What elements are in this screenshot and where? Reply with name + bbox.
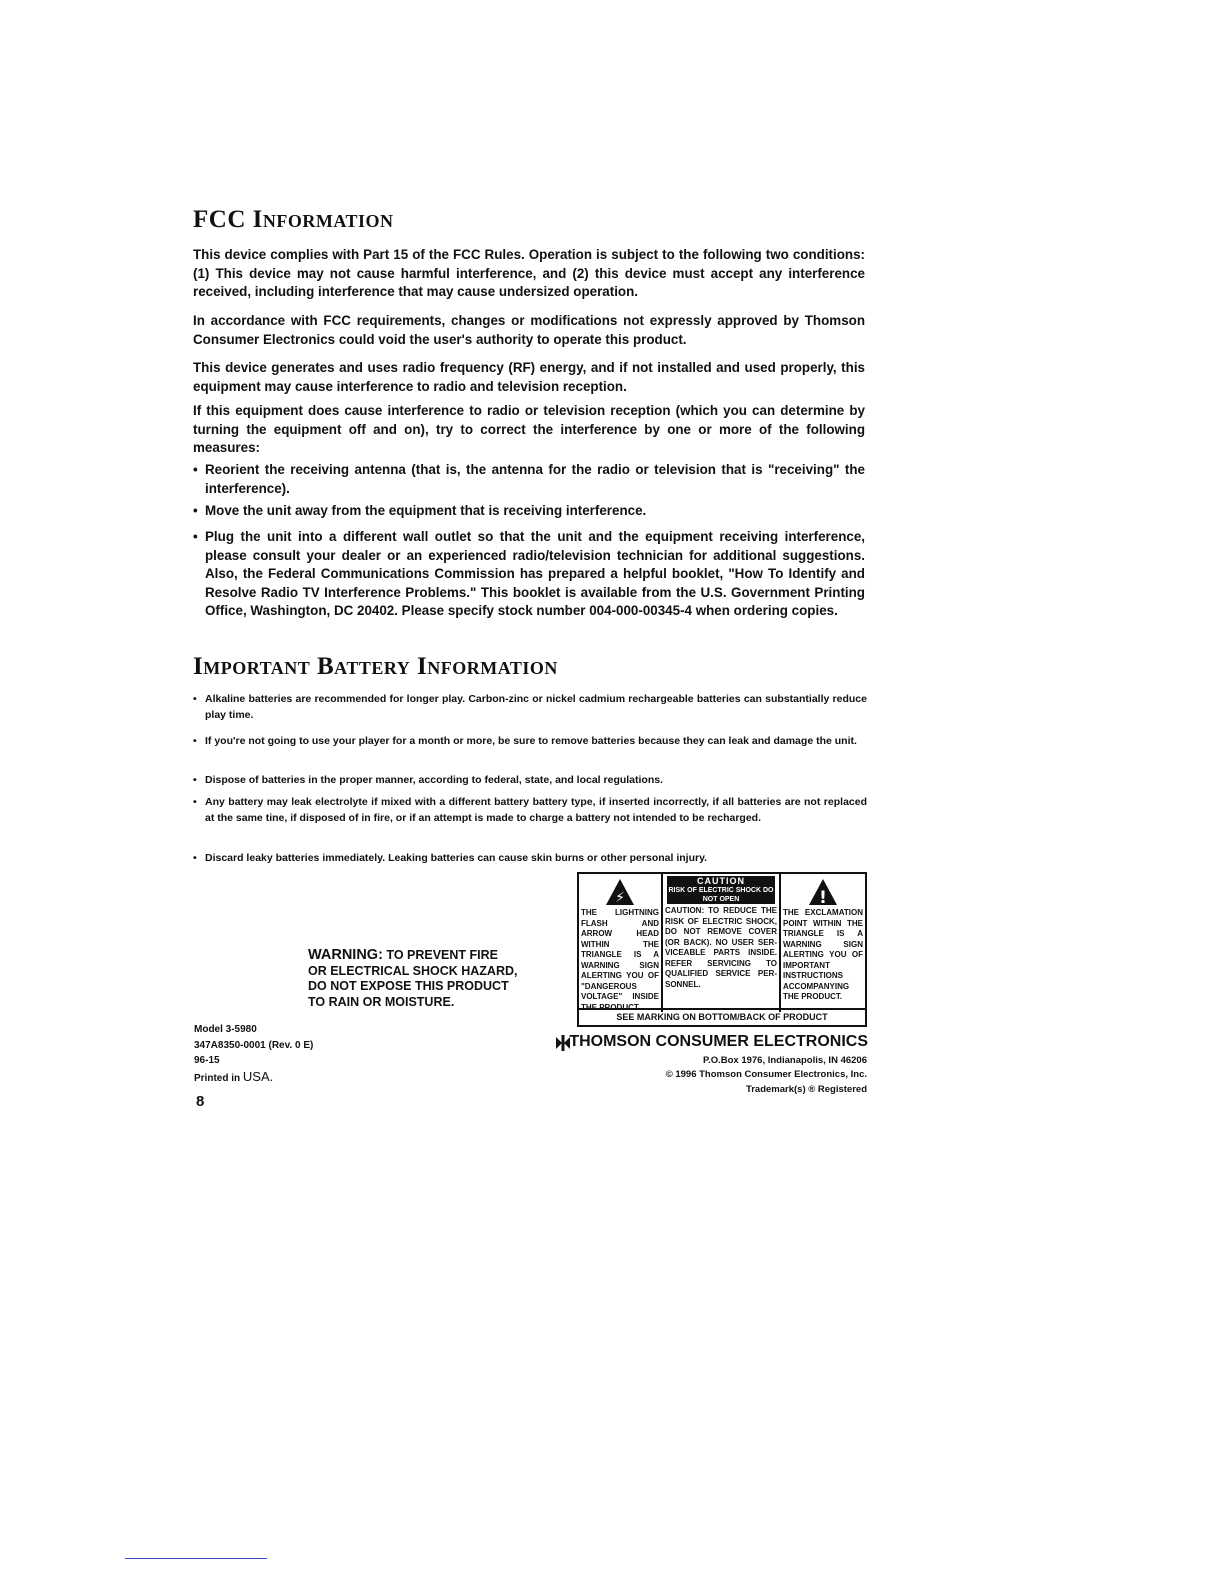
fcc-paragraph-rf-energy: This device generates and uses radio frequency (RF) energy, and if not installed and used properly, this equipment may cause interference to radio and television reception.: [193, 360, 865, 394]
page-number: 8: [196, 1093, 205, 1110]
caution-label: [577, 872, 867, 1027]
bullet-icon: •: [193, 796, 197, 808]
company-brand: [553, 1033, 868, 1053]
bullet-icon: •: [193, 529, 198, 544]
company-trademark: Trademark(s) ® Registered: [745, 1084, 867, 1095]
exclamation-explanation: THE EXCLAMATION POINT WITHIN THE TRIANGLE IS A WARNING SIGN ALERTING YOU OF IMPORTANT INSTRUCTIONS ACCOMPANYING THE PRODUCT.: [783, 908, 863, 1001]
battery-item: [193, 772, 867, 788]
print-code: 96-15: [194, 1055, 220, 1066]
fcc-measure-text: Plug the unit into a different wall outlet so that the unit and the equipment receiving interference, please consult your dealer or an experienced radio/television technician for additional suggestions. Also, the Federal Communications Commission has prepared a helpful booklet, "How To Identify and Resolve Radio TV Interference Problems." This booklet is available from the U.S. Government Printing Office, Washington, DC 20402. Please specify stock number 004-000-00345-4 when ordering copies.: [205, 529, 865, 618]
safety-warning: [308, 948, 558, 1010]
bullet-icon: •: [193, 735, 197, 747]
warning-line: OR ELECTRICAL SHOCK HAZARD,: [308, 963, 518, 978]
lightning-glyph: ⚡: [615, 890, 625, 906]
company-address: P.O.Box 1976, Indianapolis, IN 46206: [702, 1055, 867, 1066]
fcc-measure-text: Reorient the receiving antenna (that is, the antenna for the radio or television that is "receiving" the interference).: [205, 462, 865, 496]
model-number: Model 3-5980: [194, 1024, 257, 1035]
battery-item: [193, 691, 867, 723]
part-number: 347A8350-0001 (Rev. 0 E): [194, 1039, 314, 1051]
exclamation-glyph: !: [819, 888, 827, 906]
company-copyright: © 1996 Thomson Consumer Electronics, Inc.: [665, 1069, 867, 1080]
company-name: THOMSON CONSUMER ELECTRONICS: [569, 1033, 868, 1050]
warning-line: TO PREVENT FIRE: [386, 948, 498, 962]
caution-word: CAUTION: [697, 876, 745, 886]
caution-explanation: CAUTION: TO REDUCE THE RISK OF ELECTRIC SHOCK, DO NOT REMOVE COVER (OR BACK). NO USER SER-VICEABLE PARTS INSIDE. REFER SERVICING TO QUALIFIED SERVICE PER-SONNEL.: [665, 906, 777, 989]
lightning-column: [579, 874, 663, 1012]
caution-header: [667, 876, 775, 904]
bullet-icon: •: [193, 852, 197, 864]
exclamation-warning-icon: [808, 878, 838, 906]
battery-item-text: Dispose of batteries in the proper manner, according to federal, state, and local regulations.: [205, 774, 664, 786]
battery-item: [193, 794, 867, 826]
warning-line: DO NOT EXPOSE THIS PRODUCT: [308, 979, 509, 993]
scan-edge-line: [125, 1558, 267, 1559]
fcc-information-heading: FCC Information: [193, 206, 394, 233]
battery-item: [193, 850, 867, 866]
fcc-measure-item: [193, 461, 865, 498]
warning-line: TO RAIN OR MOISTURE.: [308, 994, 455, 1009]
warning-lead: WARNING:: [308, 947, 383, 963]
fcc-paragraph-modifications: In accordance with FCC requirements, changes or modifications not expressly approved by Thomson Consumer Electronics could void the user's authority to operate this product.: [193, 313, 865, 347]
bullet-icon: •: [193, 693, 197, 705]
battery-item-text: Discard leaky batteries immediately. Leaking batteries can cause skin burns or other personal injury.: [205, 852, 708, 864]
caution-risk: RISK OF ELECTRIC SHOCK DO NOT OPEN: [668, 887, 774, 903]
battery-item-text: Alkaline batteries are recommended for longer play. Carbon-zinc or nickel cadmium rechargeable batteries can substantially reduce play time.: [205, 693, 867, 721]
battery-item-text: Any battery may leak electrolyte if mixed with a different battery battery type, if inserted incorrectly, if all batteries are not replaced at the same tine, if disposed of in fire, or if an attempt is made to charge a battery not intended to be recharged.: [205, 796, 867, 824]
caution-footer: SEE MARKING ON BOTTOM/BACK OF PRODUCT: [579, 1008, 865, 1025]
fcc-paragraph-interference: If this equipment does cause interference to radio or television reception (which you can determine by turning the equipment off and on), try to correct the interference by one or more of the following measures:: [193, 403, 865, 455]
battery-item-text: If you're not going to use your player for a month or more, be sure to remove batteries because they can leak and damage the unit.: [205, 735, 857, 747]
battery-information-heading: Important Battery Information: [193, 653, 558, 680]
printed-in-label: Printed in: [194, 1072, 241, 1084]
fcc-measure-text: Move the unit away from the equipment that is receiving interference.: [205, 503, 647, 518]
exclamation-column: [781, 874, 865, 1012]
printed-in-country: USA.: [242, 1068, 274, 1084]
bullet-icon: •: [193, 503, 198, 518]
fcc-measure-item: [193, 502, 865, 521]
caution-column: [663, 874, 781, 1012]
bullet-icon: •: [193, 774, 197, 786]
battery-item: [193, 733, 867, 749]
fcc-paragraph-compliance: This device complies with Part 15 of the FCC Rules. Operation is subject to the following two conditions: (1) This device may not cause harmful interference, and (2) this device must accept any interference received, including interference that may cause undersized operation.: [193, 247, 865, 299]
model-info: [194, 1022, 313, 1086]
lightning-explanation: THE LIGHTNING FLASH AND ARROW HEAD WITHIN THE TRIANGLE IS A WARNING SIGN ALERTING YOU OF "DANGEROUS VOLTAGE" INSIDE THE PRODUCT.: [581, 908, 659, 1012]
fcc-measure-item: [193, 528, 865, 621]
lightning-warning-icon: [605, 878, 635, 906]
bullet-icon: •: [193, 462, 198, 477]
